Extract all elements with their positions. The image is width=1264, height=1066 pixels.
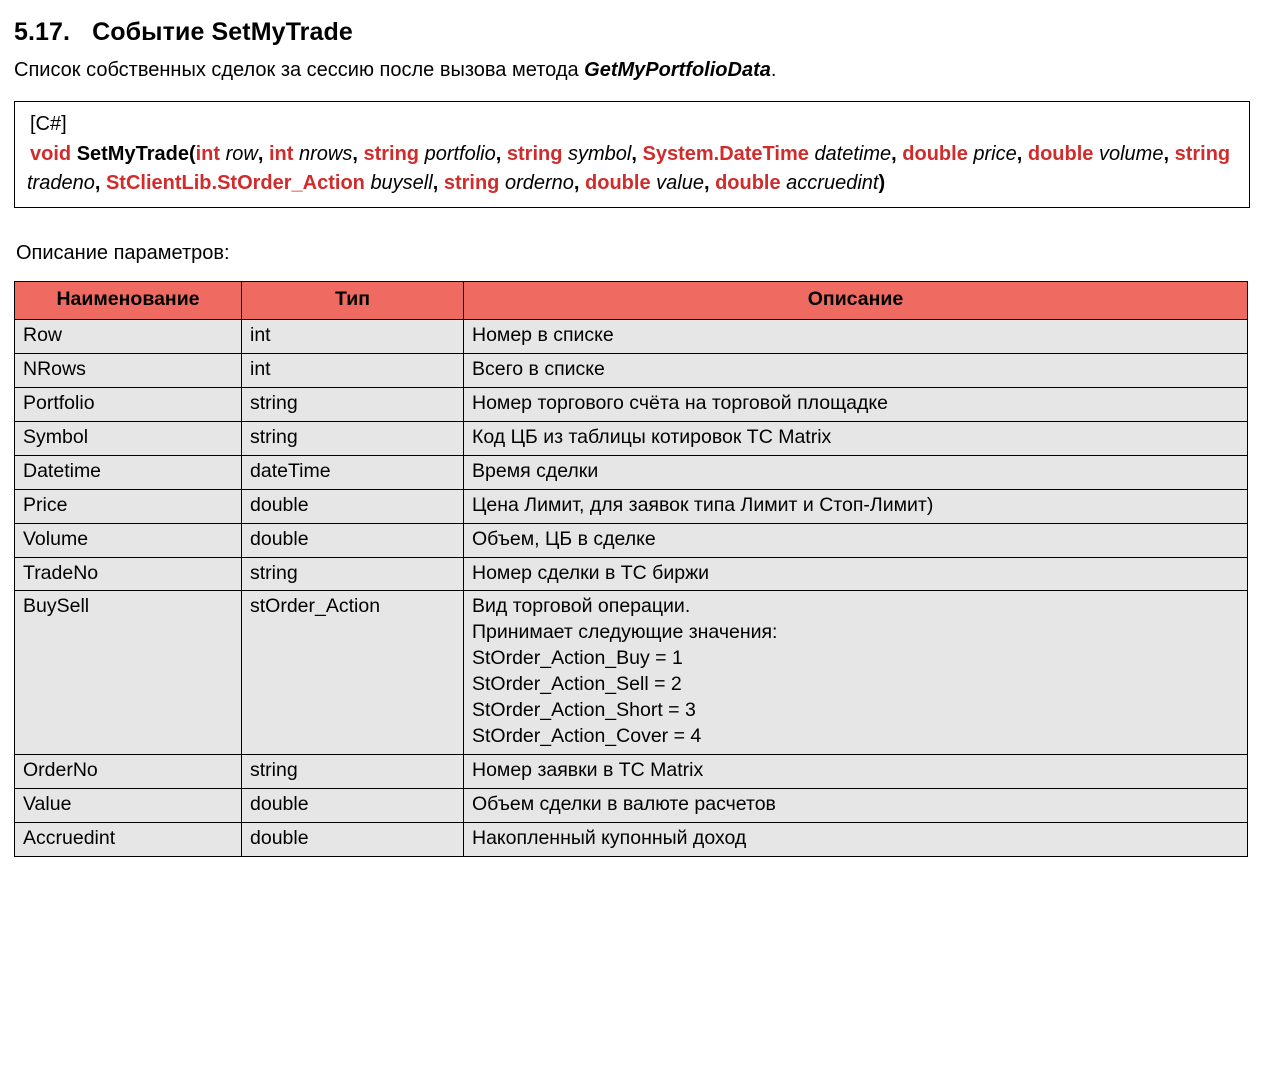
- cell-parameter-type: string: [242, 421, 464, 455]
- cell-parameter-name: Portfolio: [15, 387, 242, 421]
- code-token: System.DateTime: [642, 143, 809, 166]
- code-token: ,: [1163, 143, 1175, 166]
- code-token: orderno: [504, 171, 574, 194]
- code-token: ,: [352, 143, 364, 166]
- column-header-description: Описание: [464, 282, 1248, 320]
- code-token: int: [195, 143, 221, 166]
- cell-parameter-type: double: [242, 822, 464, 856]
- code-token: int: [268, 143, 294, 166]
- code-token: nrows: [298, 143, 353, 166]
- description-line: StOrder_Action_Short = 3: [472, 699, 696, 722]
- table-row: [15, 822, 1248, 856]
- code-token: double: [715, 171, 781, 194]
- cell-parameter-description: Номер заявки в ТС Matrix: [464, 755, 1248, 789]
- table-row: [15, 320, 1248, 354]
- intro-method-name: GetMyPortfolioData: [584, 59, 771, 81]
- intro-text-before: Список собственных сделок за сессию после вызова метода: [14, 59, 585, 81]
- code-token: double: [1027, 143, 1094, 166]
- code-token: string: [363, 143, 420, 166]
- code-token: symbol: [568, 143, 632, 166]
- code-token: accruedint: [786, 171, 879, 194]
- description-line: Вид торговой операции.: [472, 595, 691, 618]
- table-row: [15, 455, 1248, 489]
- code-token: ): [878, 171, 886, 194]
- cell-parameter-description: Номер торгового счёта на торговой площадке: [464, 387, 1248, 421]
- table-row: [15, 591, 1248, 755]
- code-token: ,: [1016, 143, 1028, 166]
- code-token: datetime: [814, 143, 892, 166]
- code-token: string: [1174, 143, 1231, 166]
- table-header-row: [15, 282, 1248, 320]
- table-row: [15, 354, 1248, 388]
- table-row: [15, 387, 1248, 421]
- cell-parameter-description: Номер сделки в ТС биржи: [464, 557, 1248, 591]
- code-token: ,: [631, 143, 643, 166]
- cell-parameter-description: Объем, ЦБ в сделке: [464, 523, 1248, 557]
- cell-parameter-name: NRows: [15, 354, 242, 388]
- code-token: string: [506, 143, 563, 166]
- cell-parameter-name: Datetime: [15, 455, 242, 489]
- code-token: buysell: [370, 171, 433, 194]
- section-heading: [14, 18, 1250, 47]
- section-title: Событие SetMyTrade: [92, 18, 353, 46]
- intro-text-after: .: [770, 59, 777, 81]
- cell-parameter-description: Накопленный купонный доход: [464, 822, 1248, 856]
- cell-parameter-type: int: [242, 354, 464, 388]
- cell-parameter-type: double: [242, 523, 464, 557]
- cell-parameter-type: stOrder_Action: [242, 591, 464, 755]
- code-token: volume: [1098, 143, 1164, 166]
- description-line: StOrder_Action_Cover = 4: [472, 725, 702, 748]
- cell-parameter-type: string: [242, 557, 464, 591]
- table-row: [15, 523, 1248, 557]
- code-token: void: [30, 143, 72, 166]
- cell-parameter-description: Номер в списке: [464, 320, 1248, 354]
- cell-parameter-description: Всего в списке: [464, 354, 1248, 388]
- cell-parameter-name: Value: [15, 788, 242, 822]
- code-token: StClientLib.StOrder_Action: [105, 171, 365, 194]
- table-row: [15, 421, 1248, 455]
- column-header-type: Тип: [242, 282, 464, 320]
- cell-parameter-name: TradeNo: [15, 557, 242, 591]
- code-token: double: [902, 143, 968, 166]
- code-token: ,: [257, 143, 269, 166]
- cell-parameter-description: Объем сделки в валюте расчетов: [464, 788, 1248, 822]
- table-row: [15, 489, 1248, 523]
- cell-parameter-name: Symbol: [15, 421, 242, 455]
- parameters-table: [14, 281, 1248, 857]
- code-signature-box: [14, 101, 1250, 208]
- cell-parameter-type: dateTime: [242, 455, 464, 489]
- description-line: StOrder_Action_Sell = 2: [472, 673, 682, 696]
- code-token: double: [585, 171, 651, 194]
- cell-parameter-type: int: [242, 320, 464, 354]
- section-number: 5.17.: [14, 18, 71, 46]
- parameters-label: Описание параметров:: [16, 242, 230, 265]
- cell-parameter-type: double: [242, 489, 464, 523]
- description-line: StOrder_Action_Buy = 1: [472, 647, 683, 670]
- code-token: ,: [432, 171, 444, 194]
- cell-parameter-name: Volume: [15, 523, 242, 557]
- table-body: [15, 320, 1248, 857]
- code-token: tradeno: [27, 171, 95, 194]
- cell-parameter-description: Время сделки: [464, 455, 1248, 489]
- cell-parameter-description: Цена Лимит, для заявок типа Лимит и Стоп-Лимит): [464, 489, 1248, 523]
- code-token: SetMyTrade(: [76, 143, 196, 166]
- code-language-tag: [C#]: [30, 113, 67, 135]
- code-token: ,: [495, 143, 507, 166]
- code-token: portfolio: [424, 143, 496, 166]
- code-token: ,: [891, 143, 903, 166]
- intro-paragraph: [14, 57, 1250, 83]
- cell-parameter-name: Accruedint: [15, 822, 242, 856]
- cell-parameter-description: Код ЦБ из таблицы котировок ТС Matrix: [464, 421, 1248, 455]
- code-token: price: [973, 143, 1017, 166]
- code-token: string: [443, 171, 500, 194]
- cell-parameter-description: [464, 591, 1248, 755]
- code-signature: [27, 143, 1230, 193]
- column-header-name: Наименование: [15, 282, 242, 320]
- cell-parameter-name: Price: [15, 489, 242, 523]
- code-token: ,: [573, 171, 586, 194]
- table-row: [15, 788, 1248, 822]
- cell-parameter-name: OrderNo: [15, 755, 242, 789]
- table-row: [15, 755, 1248, 789]
- cell-parameter-name: BuySell: [15, 591, 242, 755]
- cell-parameter-type: double: [242, 788, 464, 822]
- code-token: value: [656, 171, 704, 194]
- cell-parameter-name: Row: [15, 320, 242, 354]
- cell-parameter-type: string: [242, 387, 464, 421]
- description-line: Принимает следующие значения:: [472, 621, 778, 644]
- table-row: [15, 557, 1248, 591]
- code-token: ,: [703, 171, 716, 194]
- code-token: ,: [94, 171, 106, 194]
- cell-parameter-type: string: [242, 755, 464, 789]
- code-token: row: [225, 143, 258, 166]
